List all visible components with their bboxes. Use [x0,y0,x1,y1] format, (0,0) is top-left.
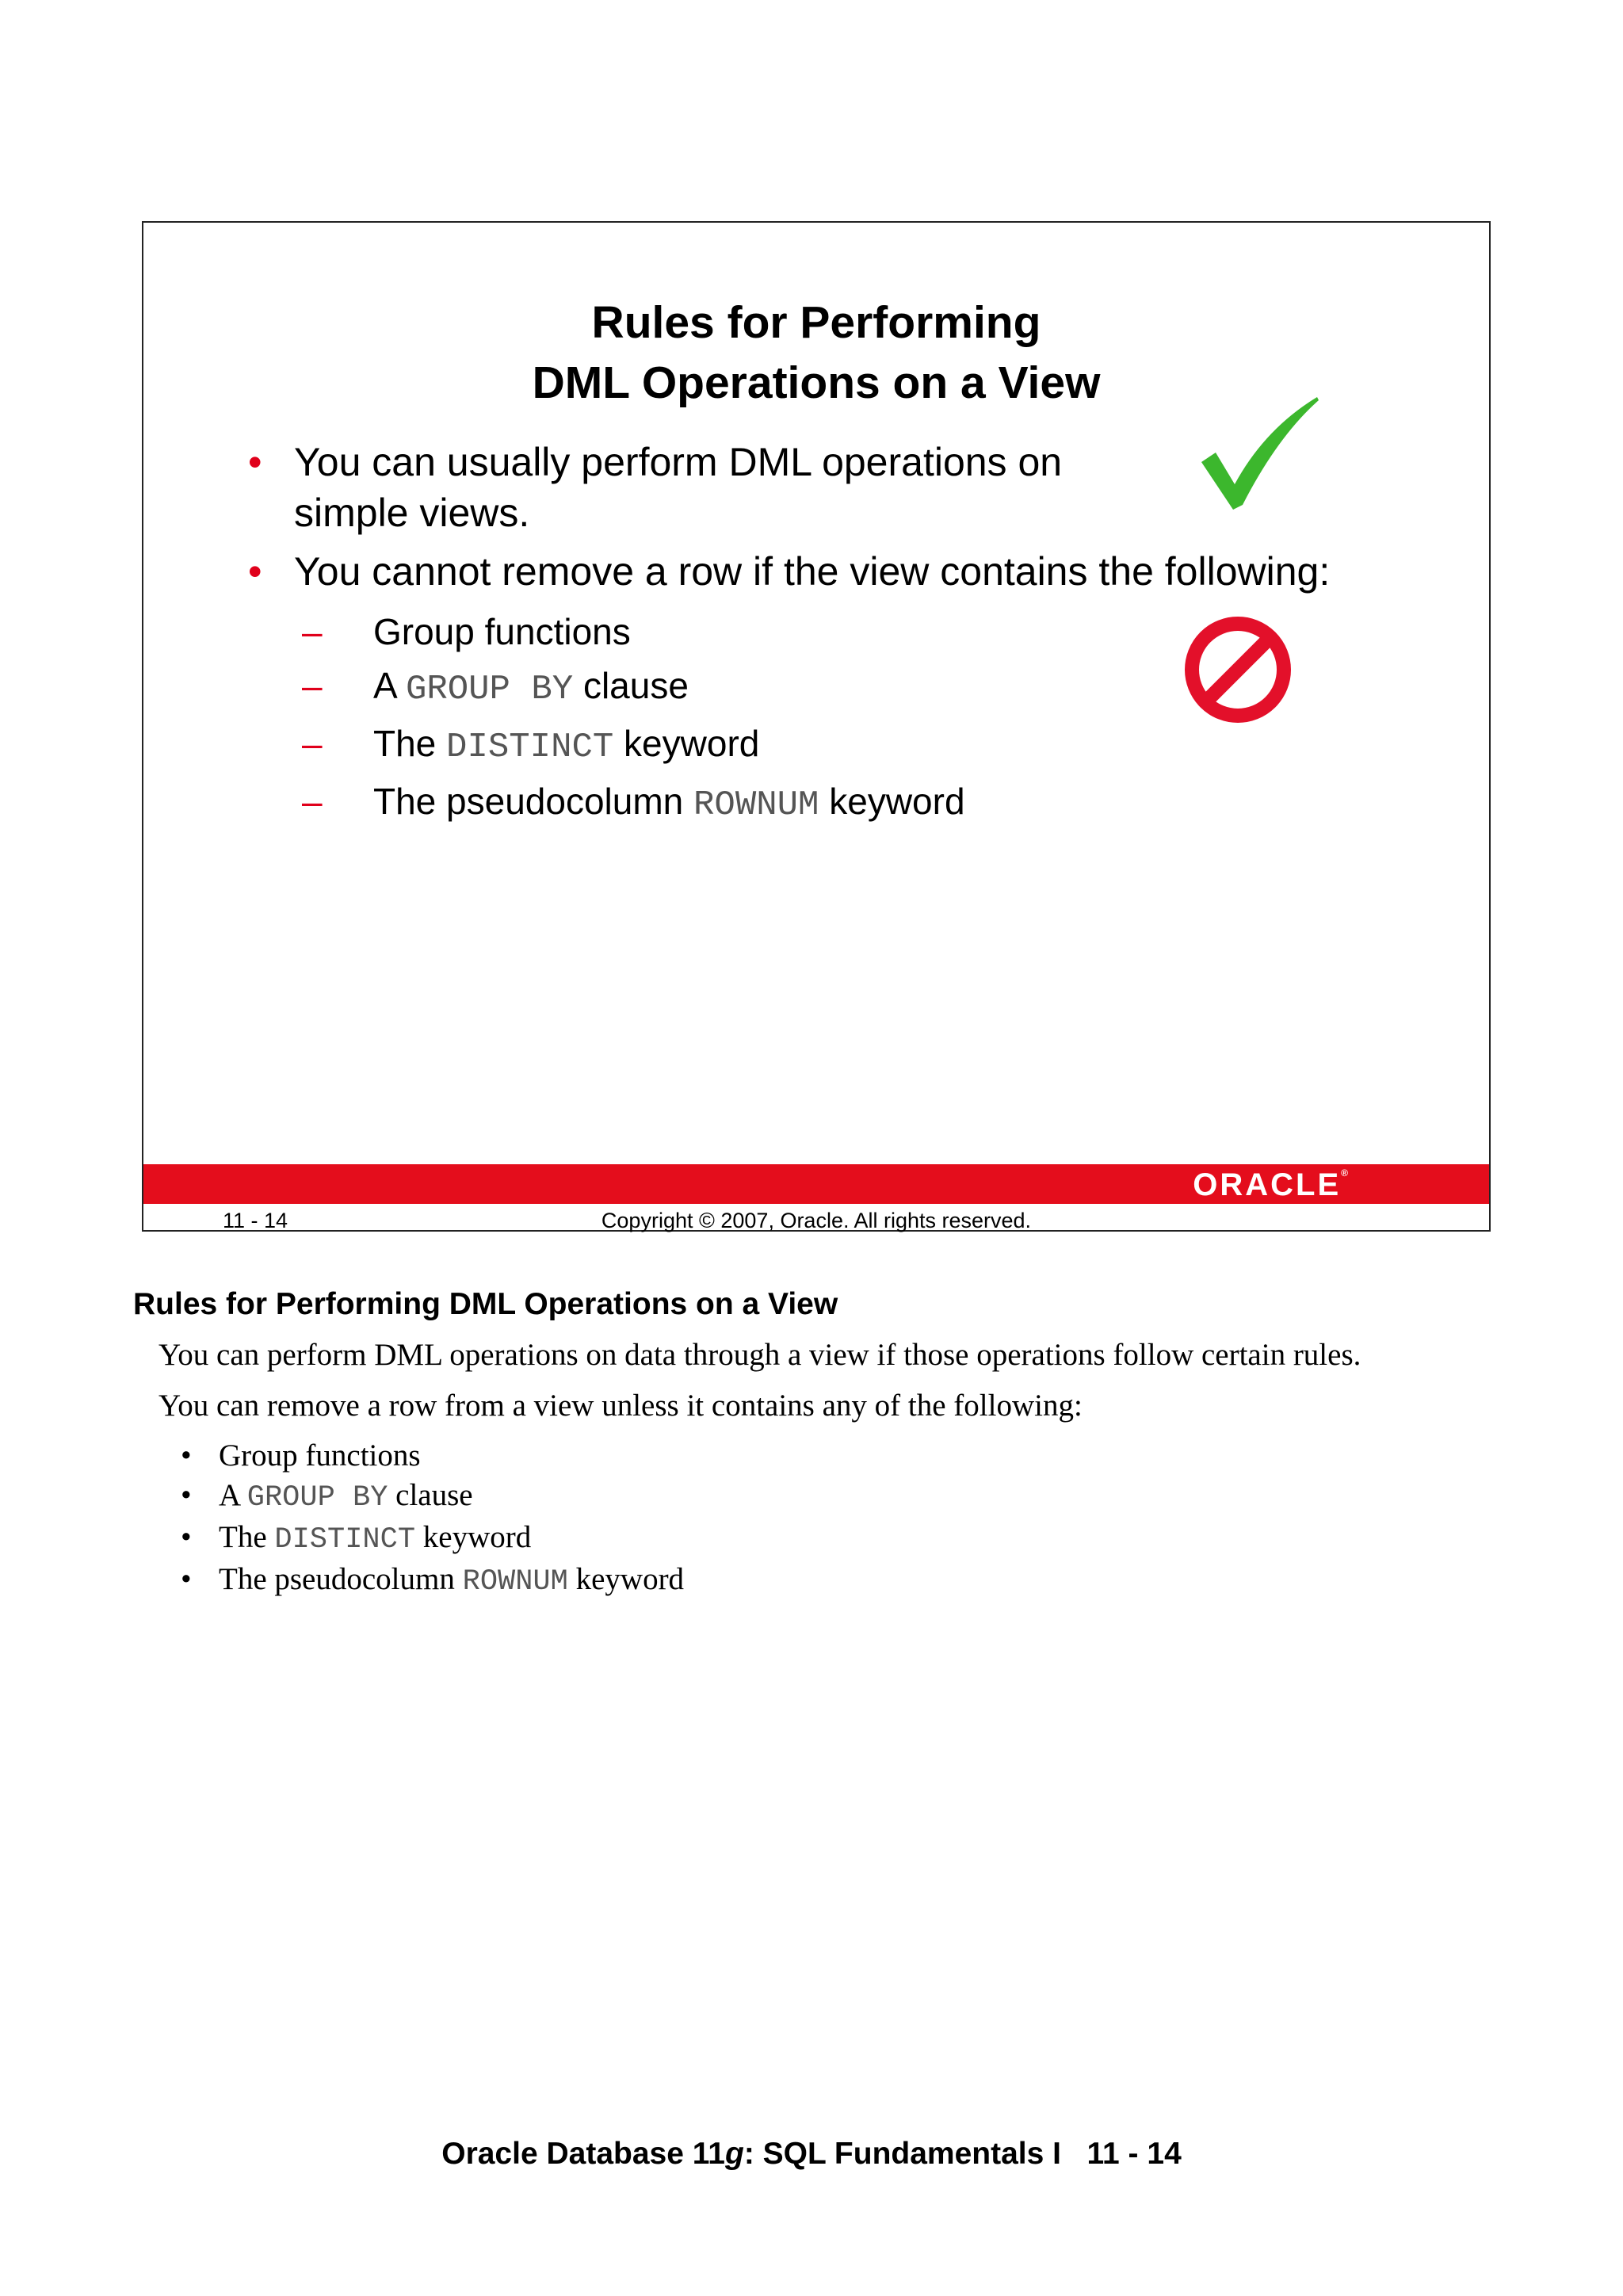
text-pre: The pseudocolumn [219,1562,463,1596]
bullet-icon: • [181,1562,192,1596]
bullet-dot-icon: • [248,549,262,594]
dash-icon: – [302,781,323,822]
notes-item-text: Group functions [219,1438,421,1473]
text-pre: A [373,665,406,706]
slide-sub-text: Group functions [373,611,631,652]
slide-frame [142,221,1491,1232]
oracle-logo [1193,1167,1348,1203]
slide-bullet [248,546,1484,597]
text-pre: The [373,723,447,764]
slide-title-line2: DML Operations on a View [532,357,1101,408]
slide-sub-text [373,665,689,709]
slide-bullet-text: You can usually perform DML operations on simple views. [294,440,1063,535]
prohibited-icon [1183,615,1293,724]
slide-copyright: Copyright © 2007, Oracle. All rights reserved. [601,1209,1032,1232]
slide-sub-item [248,605,1484,659]
text-post: keyword [613,723,760,764]
slide-title [143,292,1489,413]
slide-footer-bar [143,1164,1489,1204]
dash-icon: – [302,723,323,764]
dash-icon: – [302,611,323,652]
page-footer [0,2137,1623,2172]
slide-sub-list [248,605,1484,832]
text-post: keyword [567,1562,685,1596]
notes-list-item [181,1476,1506,1518]
slide-sub-item [248,774,1484,832]
slide-sub-item [248,659,1484,716]
text-post: keyword [819,781,965,822]
footer-text-pre: Oracle Database 11 [441,2137,725,2171]
code-keyword: ROWNUM [462,1565,568,1599]
code-keyword: GROUP BY [246,1481,388,1515]
text-pre: A [219,1478,247,1512]
code-keyword: GROUP BY [405,670,574,709]
text-pre: The [219,1520,275,1554]
dash-icon: – [302,665,323,706]
bullet-icon: • [181,1438,192,1473]
text-post: clause [573,665,689,706]
text-pre: The pseudocolumn [373,781,694,822]
slide-title-line1: Rules for Performing [591,297,1041,348]
slide-sub-item [248,716,1484,774]
code-keyword: DISTINCT [274,1523,416,1557]
notes-list [158,1436,1506,1602]
bullet-icon: • [181,1478,192,1512]
notes-paragraph: You can perform DML operations on data through a view if those operations follow certain rules. [158,1338,1361,1372]
footer-text-italic: g [724,2137,744,2171]
code-keyword: DISTINCT [446,728,614,767]
notes-paragraph: You can remove a row from a view unless it contains any of the following: [158,1389,1083,1423]
bullet-dot-icon: • [248,440,262,484]
bullet-icon: • [181,1520,192,1554]
footer-text-post: : SQL Fundamentals I 11 - 14 [743,2137,1182,2171]
notes-list-item [181,1560,1506,1602]
notes-body [158,1335,1506,1602]
slide-bullet-text: You cannot remove a row if the view contains the following: [294,549,1331,594]
code-keyword: ROWNUM [693,785,819,825]
text-post: clause [388,1478,473,1512]
notes-list-item [181,1518,1506,1560]
slide-bullet [248,437,1166,538]
slide-sub-text [373,781,965,825]
trademark-mark: ® [1341,1167,1348,1179]
notes-heading: Rules for Performing DML Operations on a View [133,1287,838,1321]
text-post: keyword [415,1520,532,1554]
notes-list-item [181,1436,1506,1476]
oracle-logo-text: ORACLE [1193,1167,1342,1202]
slide-bullet-list [248,437,1484,832]
slide-number: 11 - 14 [223,1209,288,1232]
slide-sub-text [373,723,760,767]
